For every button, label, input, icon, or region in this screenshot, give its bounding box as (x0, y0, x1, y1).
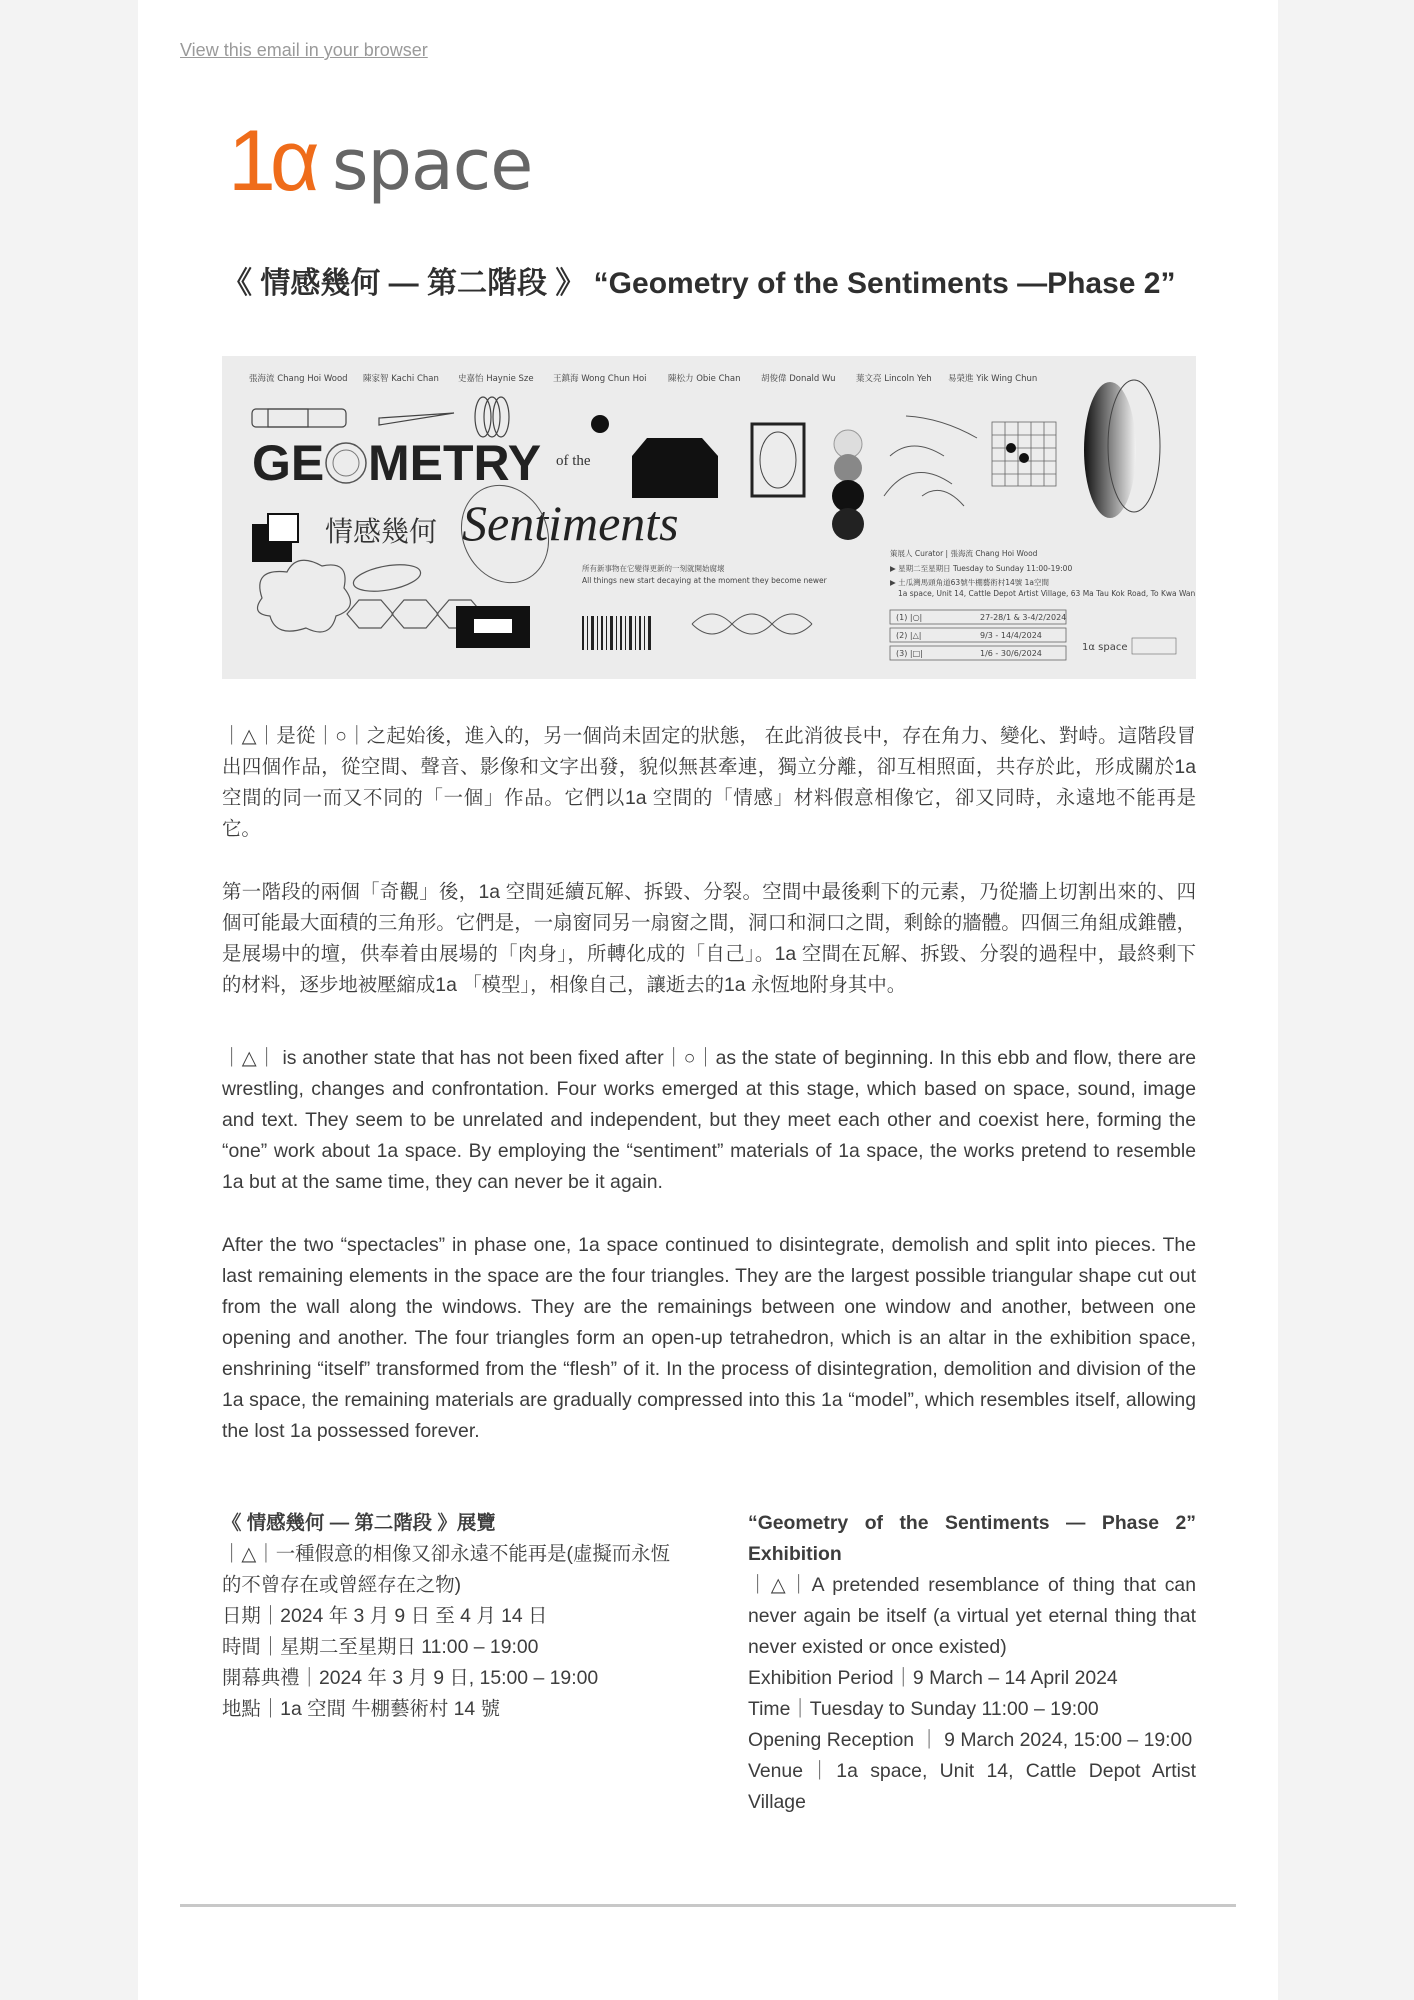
body-paragraph-en-2: After the two “spectacles” in phase one, 1a space continued to disintegrate, demolish and split into pieces. The last remaining elements in the space are the four triangles. They are the largest possible triangular shape cut out from the wall along the windows. They are the remainings between one window and another, between one opening and another. The four triangles form an open-up tetrahedron, which is an altar in the exhibition space, enshrining “itself” transformed from the “flesh” of it. In the process of disintegration, demolition and division of the 1a space, the remaining materials are gradually compressed into this 1a “model”, which resembles itself, allowing the lost 1a possessed forever. (222, 1234, 1196, 1442)
details-en-venue: Venue｜1a space, Unit 14, Cattle Depot Artist Village (748, 1760, 1196, 1813)
poster-curator: 策展人 Curator | 張海流 Chang Hoi Wood (890, 549, 1038, 558)
poster-headline-metry: METRY (368, 435, 542, 491)
poster-artist-name: 葉文亮 Lincoln Yeh (856, 374, 932, 384)
exhibition-details-zh (222, 1508, 682, 1725)
details-zh-venue: 地點｜1a 空間 牛棚藝術村 14 號 (222, 1698, 500, 1720)
details-zh-date: 日期｜2024 年 3 月 9 日 至 4 月 14 日 (222, 1605, 548, 1627)
details-en-subtitle: ｜△｜A pretended resemblance of thing that can never again be itself (a virtual yet eternal thing that never existed or once existed) (748, 1574, 1196, 1658)
details-en-heading: “Geometry of the Sentiments — Phase 2” Exhibition (748, 1512, 1196, 1565)
poster-artist-names (249, 373, 1037, 384)
poster-artist-name: 陳松力 Obie Chan (668, 374, 741, 384)
poster-connector-lines (884, 416, 977, 506)
poster-small-logo: 1α space (1082, 642, 1128, 653)
exhibition-poster-image[interactable] (222, 356, 1196, 679)
poster-dot-icon (591, 415, 609, 433)
poster-phase-dates: 1/6 - 30/6/2024 (980, 649, 1042, 658)
poster-barcode (582, 616, 651, 650)
footer-divider (180, 1904, 1236, 1907)
details-en-time: Time｜Tuesday to Sunday 11:00 – 19:00 (748, 1698, 1099, 1720)
poster-chinese-title: 情感幾何 (325, 515, 438, 548)
poster-phase-label: (2) |△| (896, 631, 922, 640)
body-paragraph-zh-1: ｜△｜是從｜○｜之起始後，進入的，另一個尚未固定的狀態， 在此消彼長中，存在角力、變化、對峙。這階段冒出四個作品，從空間、聲音、影像和文字出發，貌似無甚牽連，獨立分離，卻互相照面，共存於此，形成關於1a 空間的同一而又不同的「一個」作品。它們以1a 空間的「情感」材料假意相像它，卻又同時，永遠地不能再是它。 (222, 725, 1196, 840)
details-en-period: Exhibition Period｜9 March – 14 April 2024 (748, 1667, 1118, 1689)
details-zh-heading: 《 情感幾何 — 第二階段 》展覽 (222, 1512, 496, 1534)
details-en-opening: Opening Reception ｜ 9 March 2024, 15:00 – 19:00 (748, 1729, 1193, 1751)
poster-venue-zh: ▶ 土瓜灣馬頭角道63號牛棚藝術村14號 1a空間 (890, 578, 1049, 587)
poster-of-the: of the (556, 453, 591, 469)
details-zh-subtitle: ｜△｜一種假意的相像又卻永遠不能再是(虛擬而永恆的不曾存在或曾經存在之物) (222, 1543, 670, 1596)
details-zh-time: 時間｜星期二至星期日 11:00 – 19:00 (222, 1636, 539, 1658)
email-body (138, 0, 1278, 2000)
logo-word: space (332, 124, 533, 206)
body-paragraph-en-1: ｜△｜ is another state that has not been fixed after｜○｜as the state of beginning. In this ebb and flow, there are wrestling, changes and confrontation. Four works emerged at this stage, which based on space, sound, image and text. They seem to be unrelated and independent, but they meet each other and coexist here, forming the “one” work about 1a space. By employing the “sentiment” materials of 1a space, the works pretend to resemble 1a but at the same time, they can never be it again. (222, 1047, 1196, 1193)
poster-house-shape (632, 438, 718, 498)
poster-outline-shapes (252, 397, 509, 437)
poster-sentiments: Sentiments (462, 495, 679, 551)
poster-artist-name: 王鎮海 Wong Chun Hoi (553, 374, 647, 384)
poster-headline-ge: GE (252, 435, 325, 491)
poster-artist-name: 陳家智 Kachi Chan (363, 374, 439, 384)
poster-artist-name: 胡俊偉 Donald Wu (761, 374, 836, 384)
poster-phase-label: (1) |○| (896, 613, 923, 622)
poster-phase-dates: 9/3 - 14/4/2024 (980, 631, 1042, 640)
poster-phase-label: (3) |□| (896, 649, 923, 658)
exhibition-title: 《 情感幾何 — 第二階段 》 “Geometry of the Sentiments —Phase 2” (222, 267, 1176, 300)
1a-space-logo[interactable] (228, 113, 548, 209)
poster-artist-name: 易榮進 Yik Wing Chun (948, 374, 1038, 384)
poster-hours: ▶ 星期二至星期日 Tuesday to Sunday 11:00-19:00 (890, 564, 1073, 573)
logo-mark: 1α (228, 113, 314, 209)
exhibition-details-en (748, 1508, 1196, 1818)
poster-phase-dates: 27-28/1 & 3-4/2/2024 (980, 613, 1067, 622)
poster-tagline-zh: 所有新事物在它變得更新的一刻就開始腐壞 (582, 564, 725, 573)
details-zh-opening: 開幕典禮｜2024 年 3 月 9 日, 15:00 – 19:00 (222, 1667, 599, 1689)
poster-gradient-ellipse (1084, 382, 1136, 518)
poster-venue-en: 1a space, Unit 14, Cattle Depot Artist Village, 63 Ma Tau Kok Road, To Kwa Wan (898, 589, 1196, 598)
poster-artist-name: 史嘉怡 Haynie Sze (458, 374, 534, 384)
poster-sponsor-logo (1132, 638, 1176, 654)
poster-headline-o-ring (326, 443, 366, 483)
view-in-browser-link[interactable]: View this email in your browser (180, 40, 428, 60)
poster-artist-name: 張海流 Chang Hoi Wood (249, 374, 348, 384)
poster-tagline-en: All things new start decaying at the moment they become newer (582, 576, 827, 585)
body-paragraph-zh-2: 第一階段的兩個「奇觀」後，1a 空間延續瓦解、拆毀、分裂。空間中最後剩下的元素，乃從牆上切割出來的、四個可能最大面積的三角形。它們是，一扇窗同另一扇窗之間，洞口和洞口之間，剩餘的牆體。四個三角組成錐體，是展場中的壇，供奉着由展場的「肉身」，所轉化成的「自己」。1a 空間在瓦解、拆毀、分裂的過程中，最終剩下的材料，逐步地被壓縮成1a 「模型」，相像自己，讓逝去的1a 永恆地附身其中。 (222, 881, 1196, 996)
